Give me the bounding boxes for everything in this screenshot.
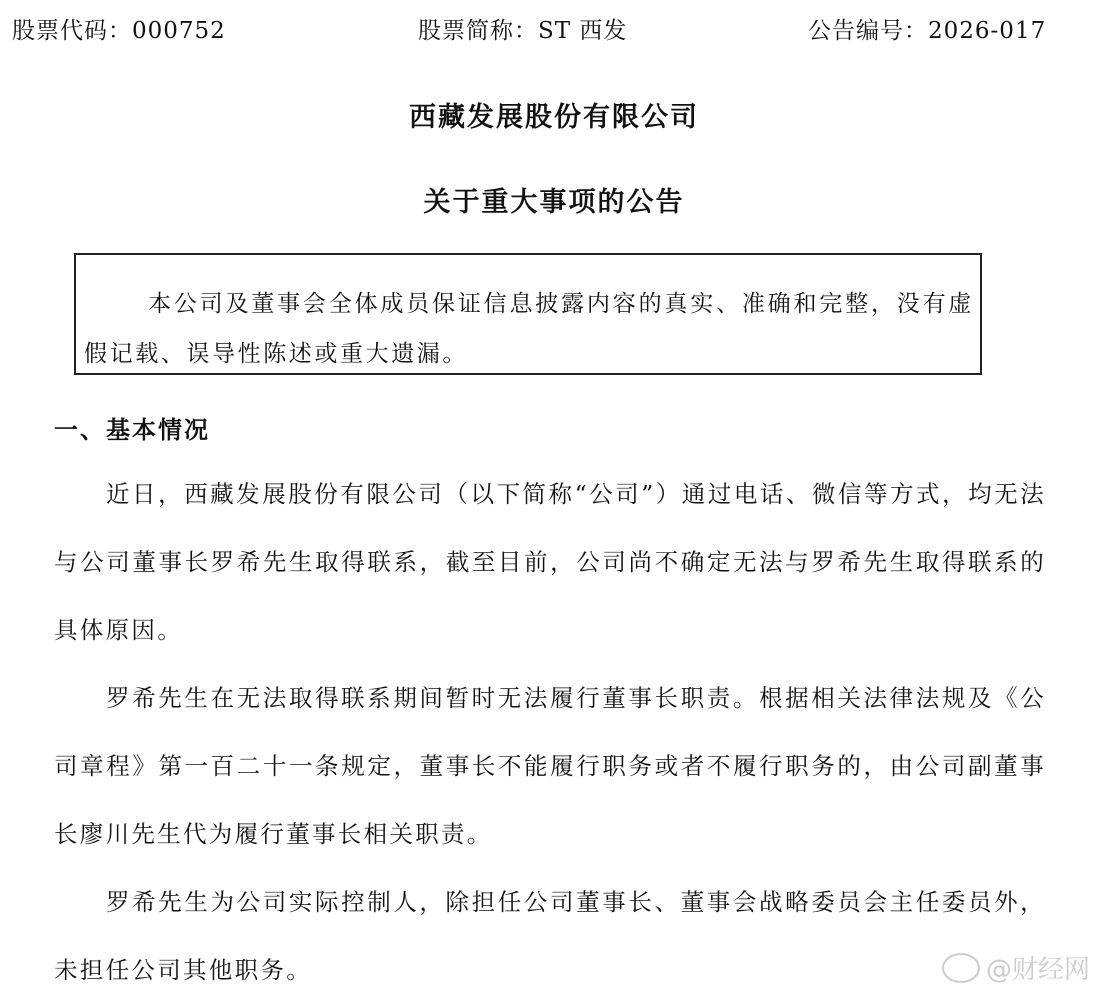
company-title: 西藏发展股份有限公司 bbox=[409, 102, 699, 133]
paragraph: 罗希先生在无法取得联系期间暂时无法履行董事长职责。根据相关法律法规及《公司章程》第一百二十一条规定，董事长不能履行职务或者不履行职务的，由公司副董事长廖川先生代为履行董事长相关职责。 bbox=[54, 684, 1046, 848]
watermark-text: @财经网 bbox=[985, 955, 1090, 985]
disclaimer-text: 本公司及董事会全体成员保证信息披露内容的真实、准确和完整，没有虚假记载、误导性陈述或重大遗漏。 bbox=[84, 291, 974, 367]
paragraph: 近日，西藏发展股份有限公司（以下简称“公司”）通过电话、微信等方式，均无法与公司董事长罗希先生取得联系，截至目前，公司尚不确定无法与罗希先生取得联系的具体原因。 bbox=[54, 480, 1046, 644]
paragraph: 罗希先生为公司实际控制人，除担任公司董事长、董事会战略委员会主任委员外，未担任公司其他职务。 bbox=[54, 888, 1046, 984]
weibo-logo-icon bbox=[942, 953, 980, 983]
stock-code: 股票代码：000752 bbox=[12, 18, 226, 44]
stock-name: 股票简称：ST 西发 bbox=[418, 18, 628, 44]
announcement-number: 公告编号：2026-017 bbox=[808, 18, 1047, 44]
announcement-title: 关于重大事项的公告 bbox=[423, 187, 685, 218]
disclaimer-box bbox=[74, 253, 982, 375]
section-heading: 一、基本情况 bbox=[54, 415, 210, 444]
watermark bbox=[942, 949, 1090, 986]
